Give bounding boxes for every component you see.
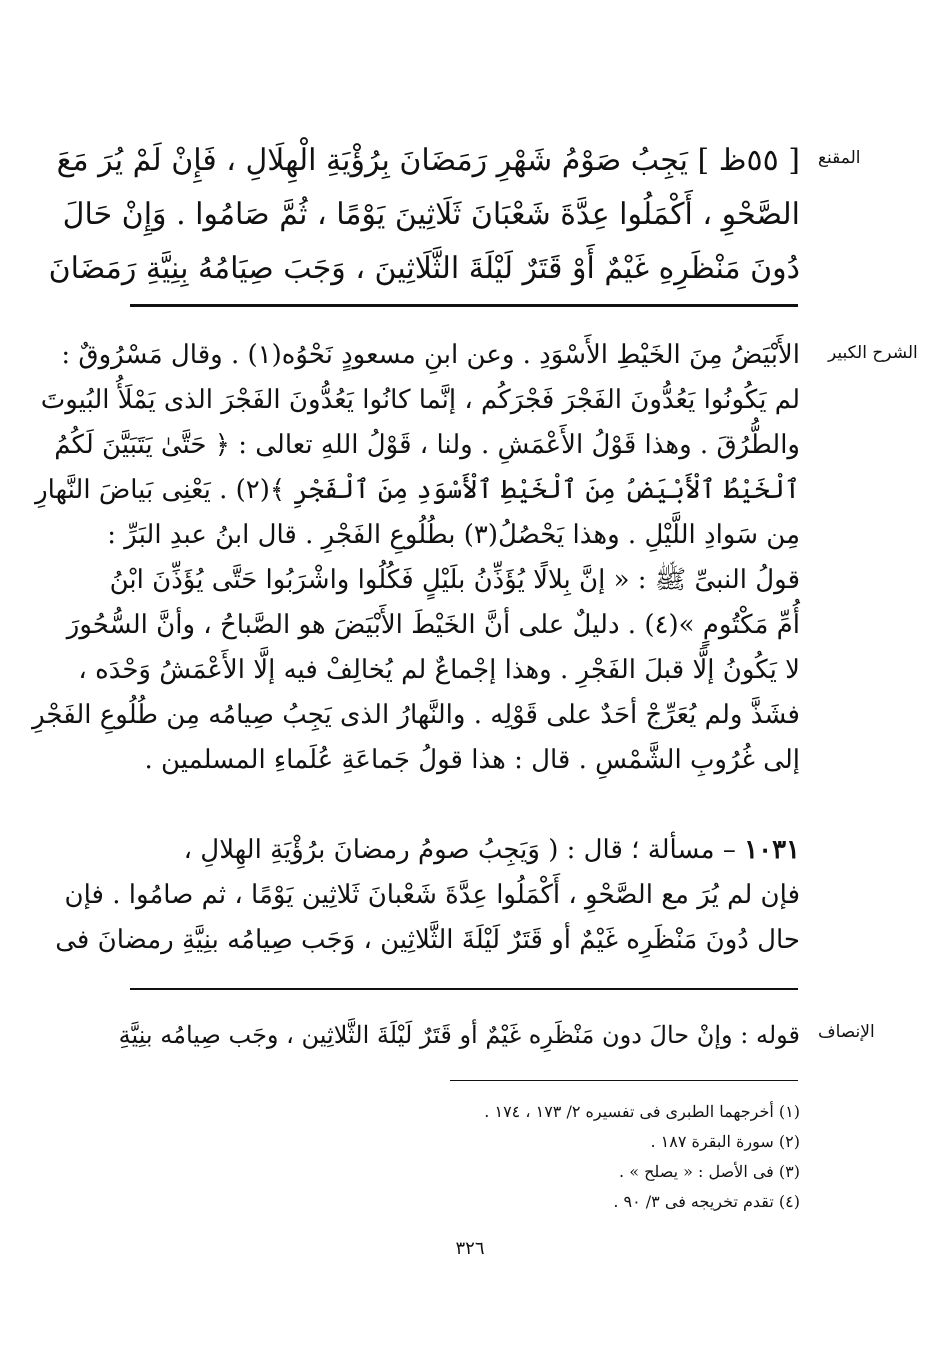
- sharh-line: أُمِّ مَكْتُومٍ »(٤) . دليلٌ على أنَّ الخَيْطَ الأَبْيَضَ هو الصَّباحُ ، وأنَّ السُّحُورَ: [66, 610, 800, 640]
- masala-line: [128, 828, 800, 873]
- sharh-line: فشَذَّ ولم يُعَرِّجْ أحَدٌ على قَوْلِه . والنَّهارُ الذى يَجِبُ صِيامُه مِن طُلُوعِ الفَجْرِ: [32, 700, 800, 730]
- label-insaf: الإنصاف: [818, 1022, 875, 1042]
- page-number: ٣٢٦: [455, 1238, 485, 1259]
- sharh-line: والطُّرُقَ . وهذا قَوْلُ الأَعْمَشِ . ولنا ، قَوْلُ اللهِ تعالى : ﴿ حَتَّىٰ يَتَبَيَّنَ لَكُمُ: [54, 430, 800, 460]
- muqni-text: [48, 134, 800, 296]
- footnotes: [430, 1097, 800, 1217]
- label-muqni: المقنع: [818, 148, 861, 168]
- muqni-line: [ ٥٥ظ ] يَجِبُ صَوْمُ شَهْرِ رَمَضَانَ بِرُؤْيَةِ الْهِلَالِ ، فَإِنْ لَمْ يُرَ مَعَ: [56, 143, 800, 178]
- section-divider: [130, 988, 798, 990]
- sharh-line: ٱلْخَيْطُ ٱلْأَبْيَضُ مِنَ ٱلْخَيْطِ ٱلْأَسْوَدِ مِنَ ٱلْفَجْرِ ﴾(٢) . يَعْنِى بَياضَ النَّهارِ: [35, 475, 800, 505]
- label-sharh: الشرح الكبير: [828, 343, 918, 363]
- sharh-line: إلى غُرُوبِ الشَّمْسِ . قال : هذا قولُ جَماعَةِ عُلَماءِ المسلمين .: [144, 745, 800, 775]
- footnote-divider: [450, 1080, 798, 1081]
- insaf-text: [118, 1015, 800, 1055]
- sharh-line: لا يَكُونُ إلَّا قبلَ الفَجْرِ . وهذا إجْماعٌ لم يُخالِفْ فيه إلَّا الأَعْمَشُ وَحْدَه ،: [78, 655, 800, 685]
- sharh-line: الأَبْيَضُ مِنَ الخَيْطِ الأَسْوَدِ . وعن ابنِ مسعودٍ نَحْوُه(١) . وقال مَسْرُوقٌ :: [61, 340, 800, 370]
- masala-line: حال دُونَ مَنْظَرِه غَيْمٌ أو قَتَرٌ لَيْلَةَ الثَّلاثِين ، وَجَب صِيامُه بنِيَّةِ رمضانَ فى: [55, 925, 800, 955]
- sharh-text: [32, 333, 800, 783]
- footnote: (٣) فى الأصل : « يصلح » .: [619, 1162, 800, 1181]
- footnote: (٢) سورة البقرة ١٨٧ .: [650, 1132, 800, 1151]
- sharh-line: قولُ النبىِّ ﷺ : « إنَّ بِلالًا يُؤَذِّنُ بلَيْلٍ فَكُلُوا واشْرَبُوا حَتَّى يُؤَذِّنَ ابْنُ: [109, 565, 800, 595]
- masala-line-text: – مسألة ؛ قال : ( وَيَجِبُ صومُ رمضانَ برُؤْيَةِ الهِلالِ ،: [183, 835, 736, 865]
- sharh-line: مِن سَوادِ اللَّيْلِ . وهذا يَحْصُلُ(٣) بطُلُوعِ الفَجْرِ . قال ابنُ عبدِ البَرِّ :: [107, 520, 800, 550]
- footnote: (٤) تقدم تخريجه فى ٣/ ٩٠ .: [613, 1192, 800, 1211]
- insaf-line: قوله : وإنْ حالَ دون مَنْظَرِه غَيْمٌ أو قَتَرٌ لَيْلَةَ الثَّلاثِين ، وجَب صِيامُه بنِيَّةِ: [118, 1021, 800, 1049]
- masala-number: ١٠٣١: [744, 835, 800, 865]
- sharh-line: لم يَكُونُوا يَعُدُّونَ الفَجْرَ فَجْرَكُم ، إنَّما كانُوا يَعُدُّونَ الفَجْرَ الذى يَمْلَأُ البُيوتَ: [40, 385, 800, 415]
- section-divider: [130, 304, 798, 307]
- masala-text: [55, 828, 800, 963]
- masala-line: فإن لم يُرَ مع الصَّحْوِ ، أَكْمَلُوا عِدَّةَ شَعْبانَ ثَلاثِين يَوْمًا ، ثم صامُوا . فإن: [64, 880, 800, 910]
- muqni-line: الصَّحْوِ ، أَكْمَلُوا عِدَّةَ شَعْبَانَ ثَلَاثِينَ يَوْمًا ، ثُمَّ صَامُوا . وَإِنْ حَالَ: [62, 197, 800, 232]
- muqni-line: دُونَ مَنْظَرِهِ غَيْمٌ أَوْ قَتَرٌ لَيْلَةَ الثَّلَاثِينَ ، وَجَبَ صِيَامُهُ بِنِيَّةِ رَمَضَانَ: [48, 251, 800, 286]
- footnote: (١) أخرجهما الطبرى فى تفسيره ٢/ ١٧٣ ، ١٧٤ .: [484, 1102, 800, 1121]
